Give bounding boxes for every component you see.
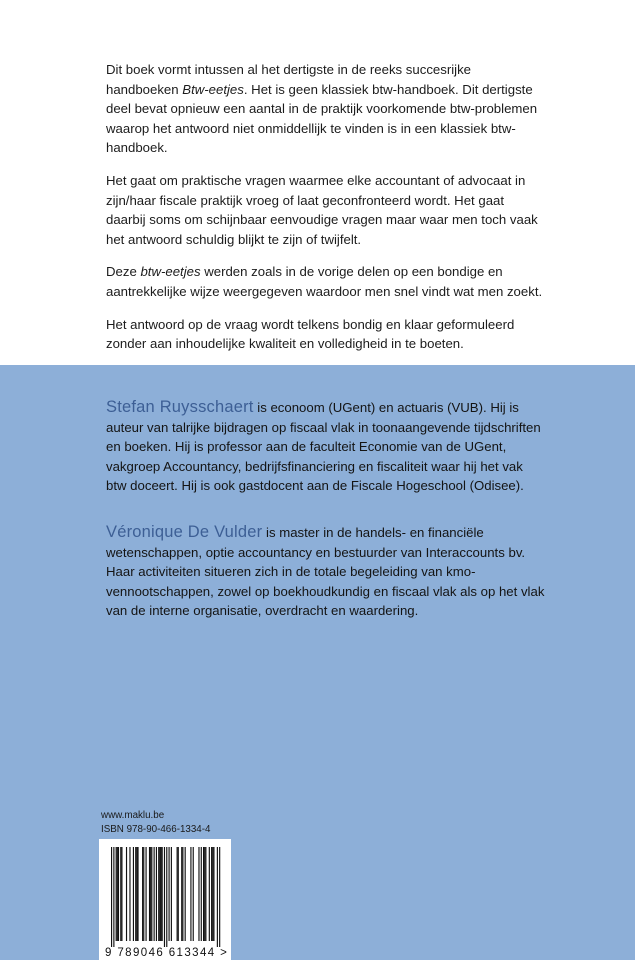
barcode-bar <box>143 847 144 941</box>
barcode-bar <box>137 847 138 941</box>
intro-p3-text-a: Deze <box>106 264 141 280</box>
author-name-1: Stefan Ruysschaert <box>106 398 254 416</box>
barcode-bar <box>136 847 137 941</box>
author-bio-text-1: is econoom (UGent) en actuaris (VUB). Hij is auteur van talrijke bijdragen op fiscaal vlak in toonaangevende tijdschriften en boeken. Hij is professor aan de faculteit Economie van de UGent, vakgroep Accountancy, bedrijfsfinanciering en fiscaliteit waar hij het vak btw doceert. Hij is ook gastdocent aan de Fiscale Hogeschool (Odisee). <box>106 400 541 494</box>
barcode-bar <box>205 847 206 941</box>
barcode-bar <box>162 847 163 941</box>
barcode-bar <box>150 847 151 941</box>
barcode-bar <box>118 847 119 941</box>
barcode-bar <box>164 847 165 947</box>
barcode-bar <box>113 847 114 947</box>
intro-paragraph-4: Het antwoord op de vraag wordt telkens bondig en klaar geformuleerd zonder aan inhoudelijke kwaliteit en volledigheid in te boeten. <box>106 316 515 352</box>
intro-text <box>106 60 546 367</box>
barcode-bar <box>154 847 155 941</box>
intro-p3-text-b: werden zoals in de vorige delen op een bondige en aantrekkelijke wijze weergegeven waardoor men snel vindt wat men zoekt. <box>106 264 543 299</box>
intro-p1-text-b: . Het is geen klassiek btw-handboek. Dit dertigste deel bevat opnieuw een aantal in de praktijk voorkomende btw-problemen waarop het antwoord niet onmiddellijk te vinden is in een klassiek btw-handboek. <box>106 81 538 156</box>
barcode-bar <box>120 847 121 941</box>
barcode-bar <box>126 847 127 941</box>
barcode-bar <box>213 847 214 941</box>
publisher-url: www.maklu.be <box>101 810 165 821</box>
barcode-graphic <box>99 839 231 960</box>
barcode-bar <box>142 847 143 941</box>
cover-top-section <box>0 0 635 365</box>
barcode-bar <box>166 847 167 947</box>
barcode-bar <box>185 847 186 941</box>
barcode-bars <box>111 847 220 947</box>
author-bio-1 <box>106 398 546 496</box>
barcode-bar <box>178 847 179 941</box>
intro-paragraph-3 <box>106 262 546 301</box>
barcode-bar <box>201 847 202 941</box>
intro-paragraph-1 <box>106 60 546 158</box>
barcode-bar <box>203 847 204 941</box>
barcode-bar <box>198 847 199 941</box>
barcode-bar <box>160 847 161 941</box>
barcode-bar <box>182 847 183 941</box>
barcode-bar <box>146 847 147 941</box>
barcode-bar <box>151 847 152 941</box>
series-title-inline: btw-eetjes <box>140 264 201 280</box>
barcode-bar <box>156 847 157 941</box>
barcode-digits: 9 789046 613344 > <box>105 947 229 959</box>
barcode-bar <box>209 847 210 941</box>
intro-paragraph-2: Het gaat om praktische vragen waarmee elke accountant of advocaat in zijn/haar fiscale praktijk vroeg of laat geconfronteerd wordt. Het gaat daarbij soms om schijnbaar eenvoudige vragen maar waar men toch vaak het antwoord schuldig blijkt te zijn of twijfelt. <box>106 172 538 247</box>
barcode-bar <box>158 847 159 941</box>
barcode-bar <box>217 847 218 947</box>
barcode-bar <box>117 847 118 941</box>
author-bio-text-2: is master in de handels- en financiële wetenschappen, optie accountancy en bestuurder van Interaccounts bv. Haar activiteiten situeren zich in de totale begeleiding van kmo-vennootschappen, zowel op boekhoudkundig en fiscaal vlak als op het vlak van de interne organisatie, overdracht en waardering. <box>106 525 545 619</box>
isbn-number: ISBN 978-90-466-1334-4 <box>101 824 211 835</box>
barcode-bar <box>159 847 160 941</box>
barcode-bar <box>111 847 112 947</box>
barcode-bar <box>212 847 213 941</box>
barcode-bar <box>133 847 134 941</box>
author-bio-2 <box>106 523 546 621</box>
barcode-bar <box>177 847 178 941</box>
barcode-bar <box>219 847 220 947</box>
isbn-barcode <box>99 839 231 960</box>
barcode-bar <box>171 847 172 941</box>
barcode-bar <box>190 847 191 941</box>
series-title: Btw-eetjes <box>182 81 244 97</box>
barcode-bar <box>193 847 194 941</box>
barcode-bar <box>116 847 117 941</box>
intro-p1-text-a: Dit boek vormt intussen al het dertigste in de reeks succesrijke handboeken <box>106 62 472 97</box>
author-name-2: Véronique De Vulder <box>106 523 263 541</box>
barcode-bar <box>204 847 205 941</box>
barcode-bar <box>169 847 170 941</box>
barcode-bar <box>149 847 150 941</box>
barcode-bar <box>181 847 182 941</box>
barcode-bar <box>135 847 136 941</box>
barcode-bar <box>121 847 122 941</box>
barcode-bar <box>129 847 130 941</box>
barcode-bar <box>211 847 212 941</box>
author-panel <box>0 365 635 960</box>
